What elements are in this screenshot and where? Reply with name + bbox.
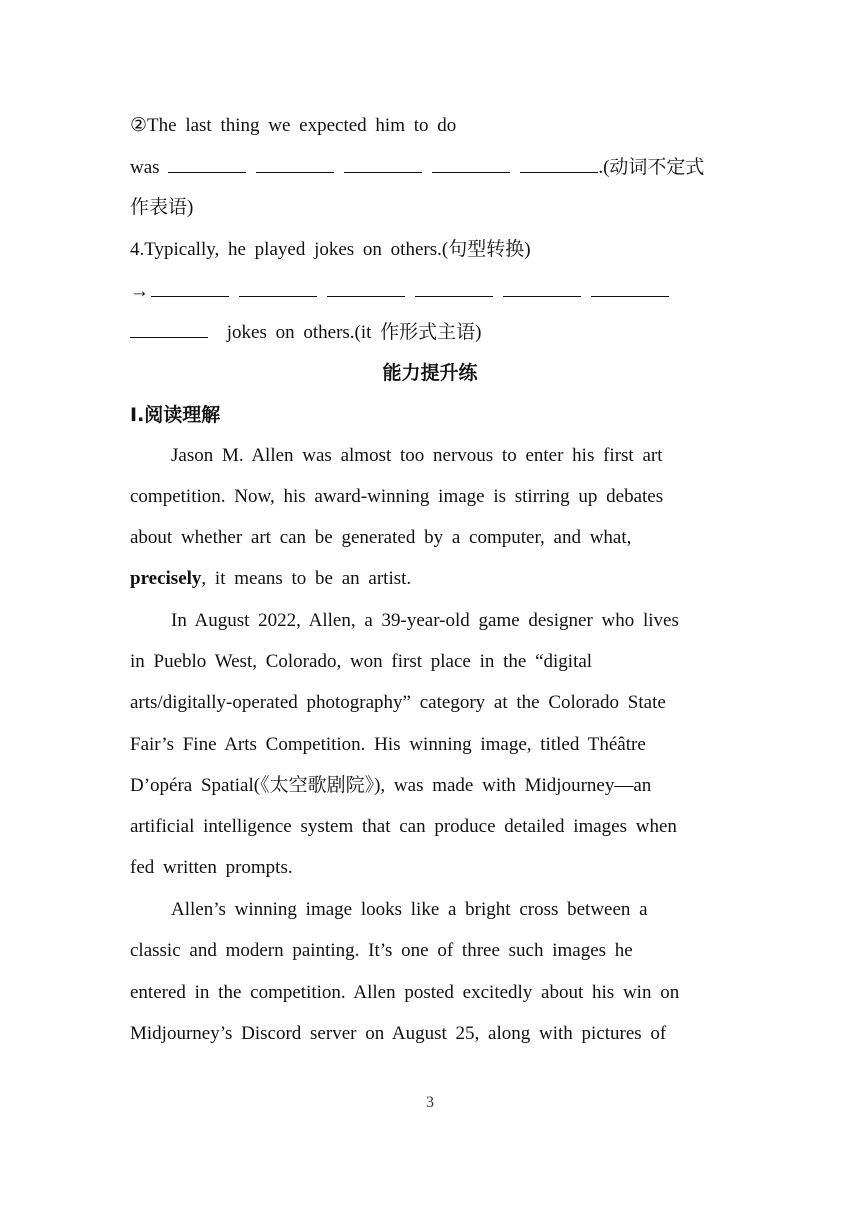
item2-line3: 作表语) <box>130 197 194 218</box>
passage-line <box>130 567 730 591</box>
item2-hint: .(动词不定式 <box>598 157 705 178</box>
passage-line: fed written prompts. <box>130 857 293 878</box>
passage-line: D’opéra Spatial(《太空歌剧院》), was made with Midjourney—an <box>130 775 652 796</box>
reading-title: Ⅰ.阅读理解 <box>130 404 221 426</box>
answer-blank[interactable] <box>256 155 334 173</box>
answer-blank[interactable] <box>520 155 598 173</box>
answer-blank[interactable] <box>415 279 493 297</box>
answer-blank[interactable] <box>344 155 422 173</box>
passage-line: about whether art can be generated by a computer, and what, <box>130 527 632 548</box>
passage-line: in Pueblo West, Colorado, won first place in the “digital <box>130 651 593 672</box>
passage-line: classic and modern painting. It’s one of three such images he <box>130 940 633 961</box>
page-number: 3 <box>426 1094 434 1111</box>
item2-line2 <box>130 155 730 180</box>
answer-blank[interactable] <box>432 155 510 173</box>
answer-blank[interactable] <box>591 279 669 297</box>
passage-line: Fair’s Fine Arts Competition. His winning image, titled Théâtre <box>130 734 646 755</box>
answer-blank[interactable] <box>239 279 317 297</box>
answer-blank[interactable] <box>327 279 405 297</box>
arrow-icon: → <box>130 281 149 302</box>
passage-line: Midjourney’s Discord server on August 25, along with pictures of <box>130 1023 667 1044</box>
passage-line: competition. Now, his award-winning image is stirring up debates <box>130 486 664 507</box>
passage-line: artificial intelligence system that can produce detailed images when <box>130 816 677 837</box>
section-heading: 能力提升练 <box>382 362 478 384</box>
item4-line2 <box>130 279 730 304</box>
passage-line: entered in the competition. Allen posted excitedly about his win on <box>130 982 680 1003</box>
passage-text: , it means to be an artist. <box>201 568 412 589</box>
item4-line3 <box>130 320 730 345</box>
item2-was: was <box>130 157 160 178</box>
passage-line: Allen’s winning image looks like a bright cross between a <box>171 899 648 920</box>
answer-blank[interactable] <box>130 320 208 338</box>
passage-line: Jason M. Allen was almost too nervous to enter his first art <box>171 445 663 466</box>
item4-hint: jokes on others.(it 作形式主语) <box>226 322 482 343</box>
passage-line: arts/digitally-operated photography” category at the Colorado State <box>130 692 666 713</box>
answer-blank[interactable] <box>168 155 246 173</box>
answer-blank[interactable] <box>503 279 581 297</box>
passage-line: In August 2022, Allen, a 39-year-old game designer who lives <box>171 610 679 631</box>
answer-blank[interactable] <box>151 279 229 297</box>
bold-keyword: precisely <box>130 568 202 589</box>
item4-line1: 4.Typically, he played jokes on others.(句型转换) <box>130 239 531 260</box>
item2-line1: ②The last thing we expected him to do <box>130 115 457 136</box>
